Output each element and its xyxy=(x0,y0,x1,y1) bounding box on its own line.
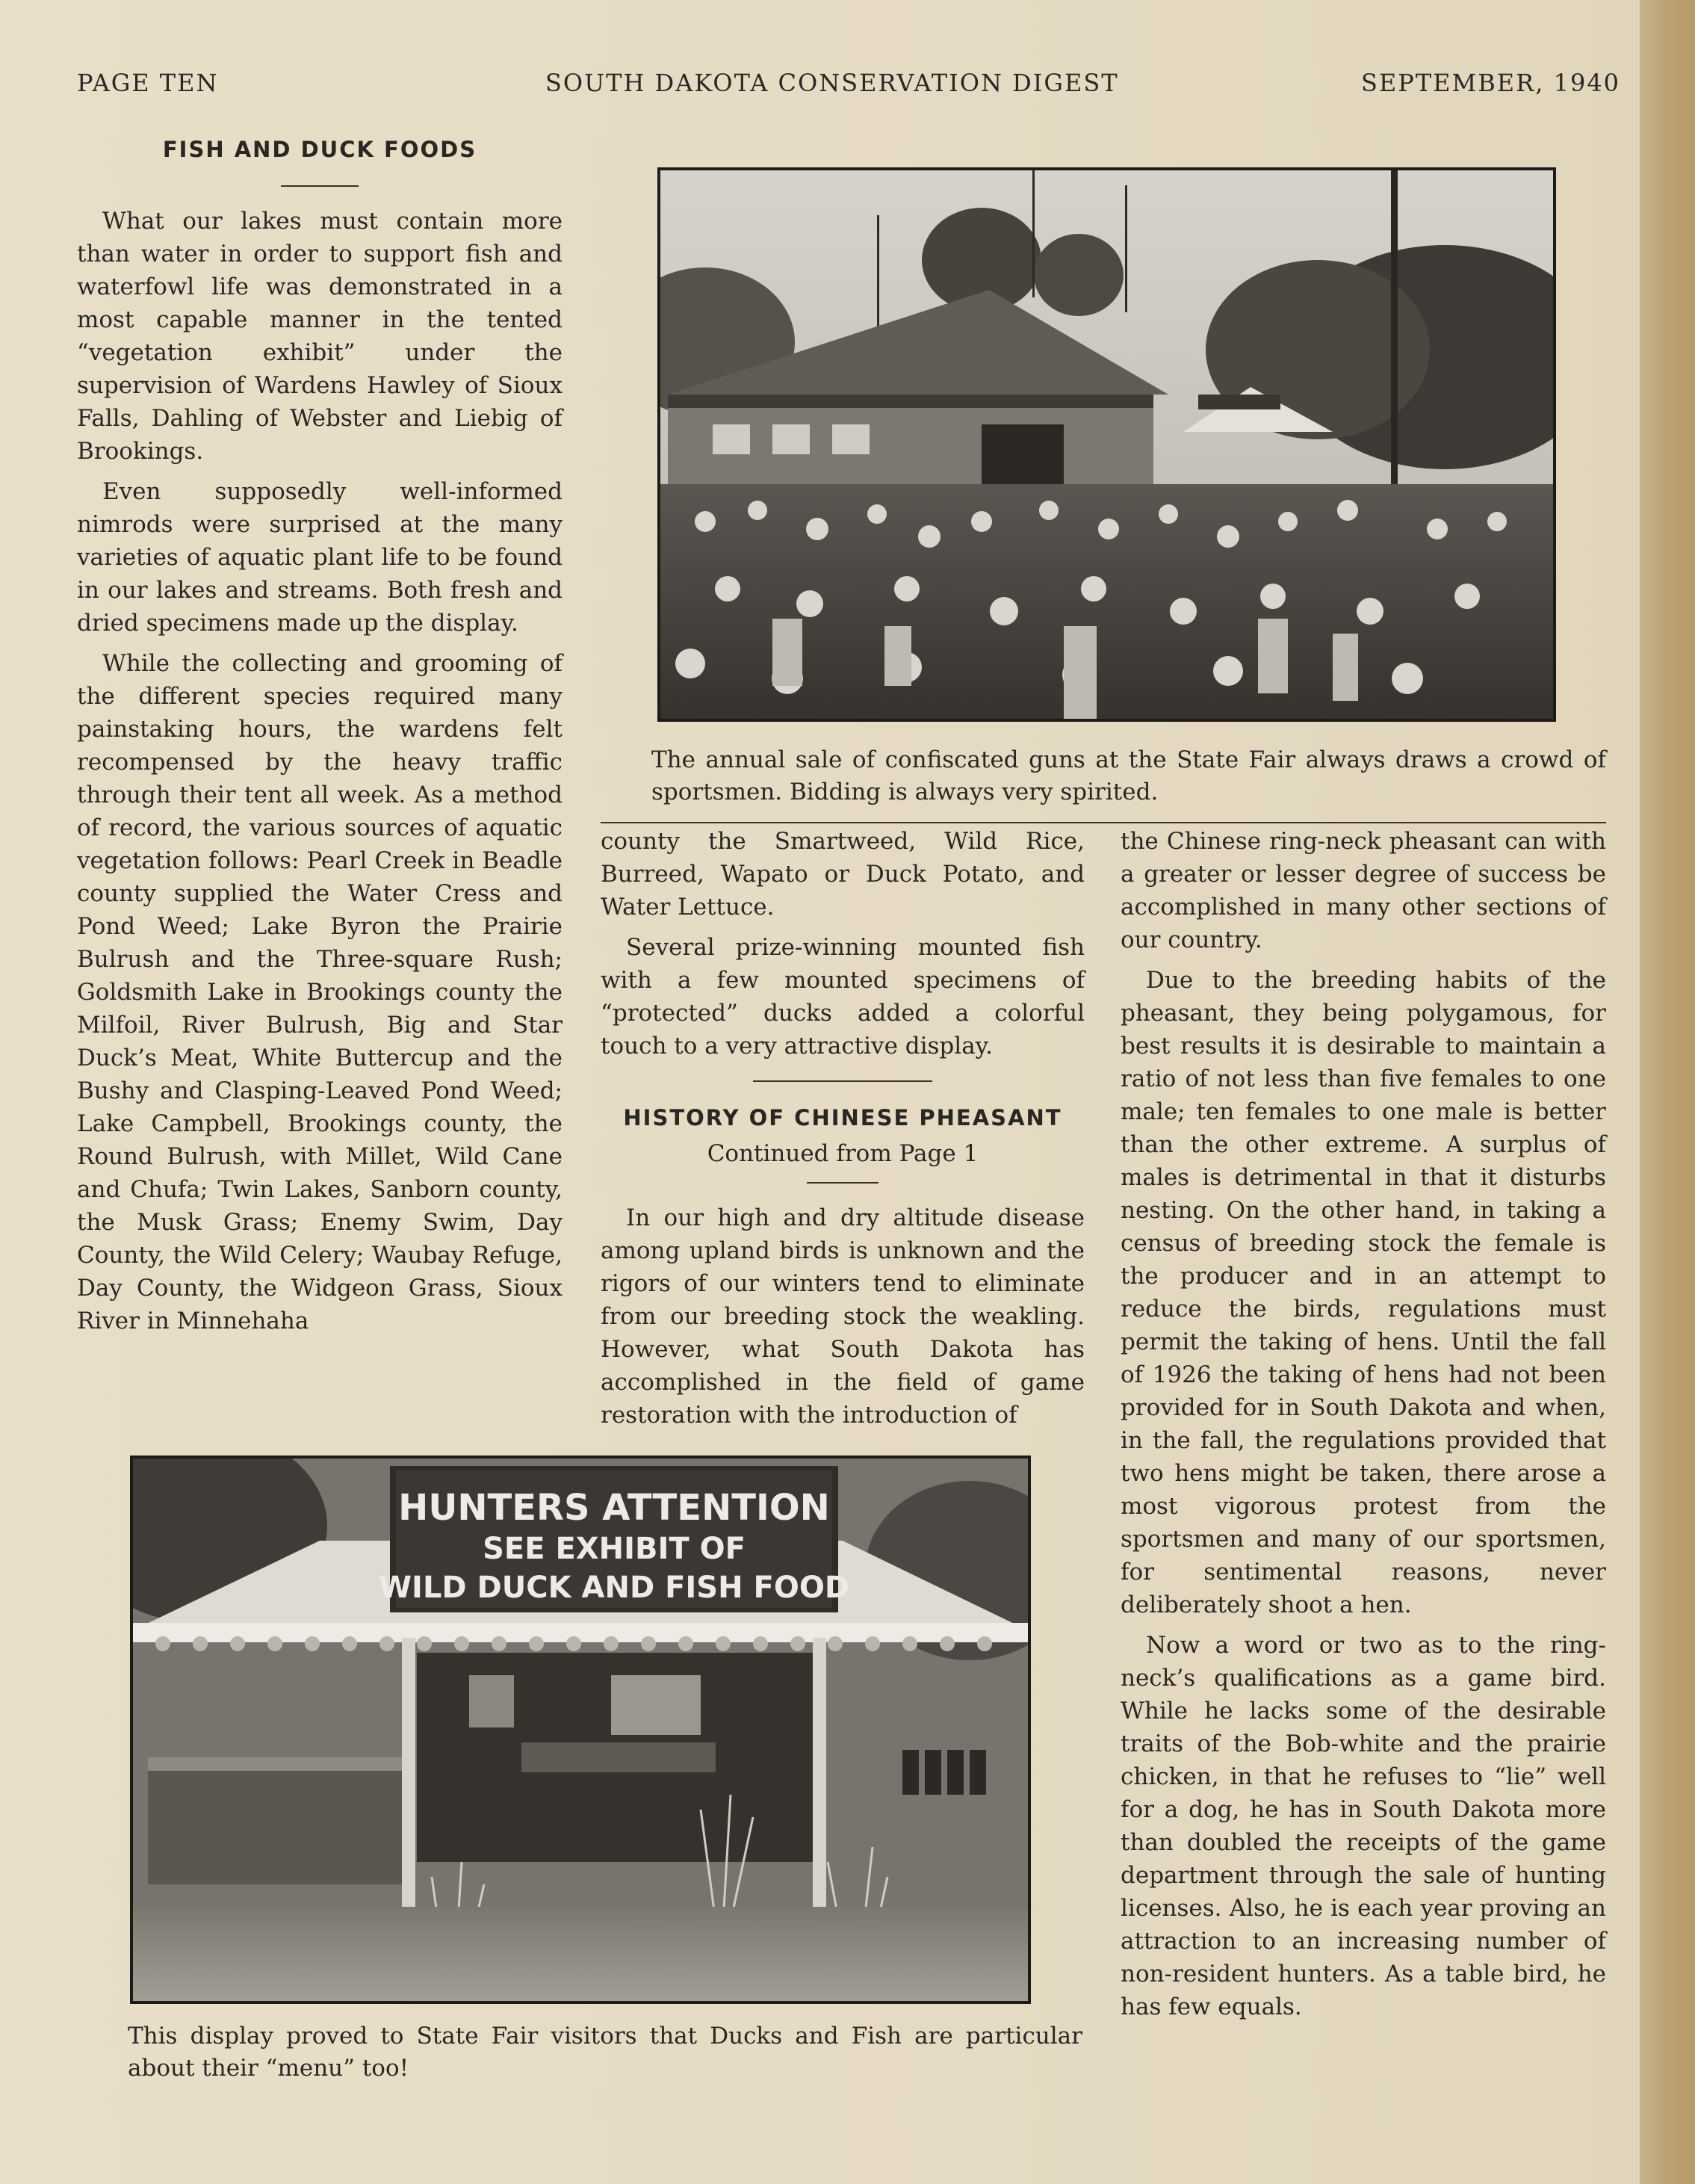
title-rule xyxy=(281,185,359,187)
paragraph: What our lakes must contain more than water in order to support fish and waterfowl life was demonstrated in a most capable manner in the tented “vegetation exhibit” under the supervision of Wardens Hawley of Sioux Falls, Dahling of Webster and Liebig of Brookings. xyxy=(77,208,563,465)
sign-line-3: WILD DUCK AND FISH FOOD xyxy=(378,1571,850,1605)
article-column-three xyxy=(1121,825,1606,2031)
paragraph: Even supposedly well-informed nimrods were surprised at the many varieties of aquatic plant life to be found in our lakes and streams. Both fresh and dried specimens made up the display. xyxy=(77,478,563,637)
section-divider xyxy=(601,822,1606,823)
photo-caption-exhibit xyxy=(77,2020,1082,2085)
paragraph: Due to the breeding habits of the pheasant, they being polygamous, for best results it is desirable to maintain a ratio of not less than five females to one male; ten females to one male is better than the other extreme. A surplus of males is detrimental in that it disturbs nesting. On the other hand, in taking a census of breeding stock the female is the producer and in an attempt to reduce the birds, regulations must permit the taking of hens. Until the fall of 1926 the taking of hens had not been provided for in South Dakota and when, in the fall, the regulations provided that two hens might be taken, there arose a most vigorous protest from the sportsmen and many of our sportsmen, for sentimental reasons, never deliberately shoot a hen. xyxy=(1121,967,1606,1618)
article-column-two xyxy=(601,825,1085,1439)
page-number: PAGE TEN xyxy=(77,69,219,97)
exhibit-photo-image xyxy=(133,1458,1028,2001)
article-title: HISTORY OF CHINESE PHEASANT xyxy=(623,1105,1062,1130)
sign-line-1: HUNTERS ATTENTION xyxy=(398,1487,830,1529)
paragraph: While the collecting and grooming of the different species required many painstaking hours, the wardens felt recompensed by the heavy traffic through their tent all week. As a method of record, the various sources of aquatic vegetation follows: Pearl Creek in Beadle county supplied the Water Cress and Pond Weed; Lake Byron the Prairie Bulrush and the Three-square Rush; Goldsmith Lake in Brookings county the Milfoil, River Bulrush, Big and Star Duck’s Meat, White Buttercup and the Bushy and Clasping-Leaved Pond Weed; Lake Campbell, Brookings county, the Round Bulrush, with Millet, Wild Cane and Chufa; Twin Lakes, Sanborn county, the Musk Grass; Enemy Swim, Day County, the Wild Celery; Waubay Refuge, Day County, the Widgeon Grass, Sioux River in Minnehaha xyxy=(77,650,563,1334)
crowd-photo-image xyxy=(660,170,1553,719)
issue-date: SEPTEMBER, 1940 xyxy=(1361,69,1621,97)
binding-edge xyxy=(1640,0,1695,2184)
article-title: FISH AND DUCK FOODS xyxy=(162,137,477,162)
sign-line-2: SEE EXHIBIT OF xyxy=(483,1532,746,1566)
paragraph-continued: the Chinese ring-neck pheasant can with a greater or lesser degree of success be accomplished in many other sections of our country. xyxy=(1121,828,1606,953)
article-divider xyxy=(753,1080,932,1082)
title-rule xyxy=(807,1182,879,1184)
paragraph: In our high and dry altitude disease among upland birds is unknown and the rigors of our winters tend to eliminate from our breeding stock the weakling. However, what South Dakota has accomplished in the field of game restoration with the introduction of xyxy=(601,1204,1085,1429)
article-fish-duck-foods xyxy=(77,133,563,1345)
paragraph-continued: county the Smartweed, Wild Rice, Burreed, Wapato or Duck Potato, and Water Lettuce. xyxy=(601,828,1085,921)
continued-note: Continued from Page 1 xyxy=(707,1140,979,1167)
publication-title: SOUTH DAKOTA CONSERVATION DIGEST xyxy=(545,69,1119,97)
paragraph: Several prize-winning mounted fish with a few mounted specimens of “protected” ducks added a colorful touch to a very attractive display. xyxy=(601,934,1085,1059)
paragraph: Now a word or two as to the ring-neck’s qualifications as a game bird. While he lacks some of the desirable traits of the Bob-white and the prairie chicken, in that he refuses to “lie” well for a dog, he has in South Dakota more than doubled the receipts of the game department through the sale of hunting licenses. Also, he is each year proving an attraction to an increasing number of non-resident hunters. As a table bird, he has few equals. xyxy=(1121,1632,1606,2020)
photo-caption-gun-sale xyxy=(601,744,1606,808)
photo-gun-sale-crowd xyxy=(657,167,1556,722)
caption-text: The annual sale of confiscated guns at the State Fair always draws a crowd of sportsmen. Bidding is always very spirited. xyxy=(651,746,1606,805)
photo-exhibit-tent xyxy=(130,1456,1031,2004)
caption-text: This display proved to State Fair visitors that Ducks and Fish are particular about their “menu” too! xyxy=(128,2023,1082,2082)
